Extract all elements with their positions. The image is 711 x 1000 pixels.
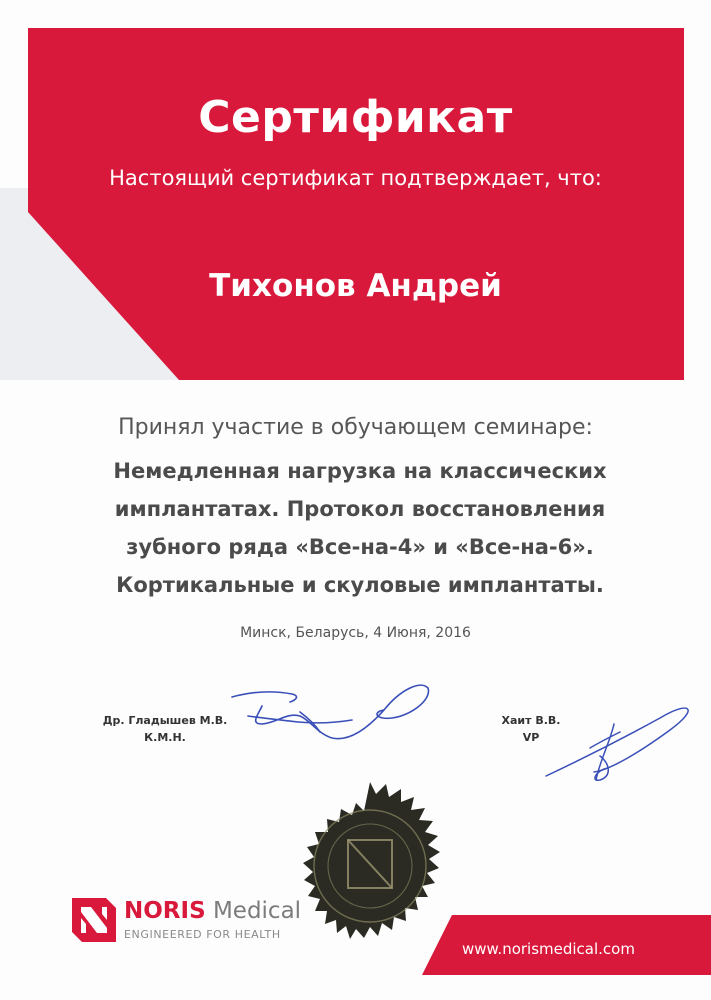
logo-brand: NORIS [124,898,206,924]
signatory-left [80,712,250,746]
course-title [60,452,660,604]
course-line-3: зубного ряда «Все-на-4» и «Все-на-6». [126,535,594,559]
signatory-right-name: Хаит В.В. [501,714,561,727]
course-line-4: Кортикальные и скуловые имплантаты. [116,573,604,597]
signatory-left-name: Др. Гладышев М.В. [102,714,228,727]
place-and-date: Минск, Беларусь, 4 Июня, 2016 [240,625,471,641]
certificate-subtitle: Настоящий сертификат подтверждает, что: [109,166,602,190]
signatory-left-degree: К.М.Н. [144,731,186,744]
recipient-name: Тихонов Андрей [209,268,502,304]
signature-right [546,708,688,780]
gold-seal-icon [303,782,440,939]
noris-logo [70,896,310,944]
signatory-right-title: VP [522,731,540,744]
seminar-intro: Принял участие в обучающем семинаре: [118,415,593,440]
signature-left [232,685,428,738]
logo-wordmark [124,898,301,924]
course-line-1: Немедленная нагрузка на классических [113,459,607,483]
certificate-title: Сертификат [198,92,513,143]
logo-brand-rest: Medical [205,898,302,924]
logo-tagline: ENGINEERED FOR HEALTH [124,928,281,941]
signatory-right [496,712,566,746]
website-link[interactable]: www.norismedical.com [462,940,635,958]
course-line-2: имплантатах. Протокол восстановления [114,497,606,521]
